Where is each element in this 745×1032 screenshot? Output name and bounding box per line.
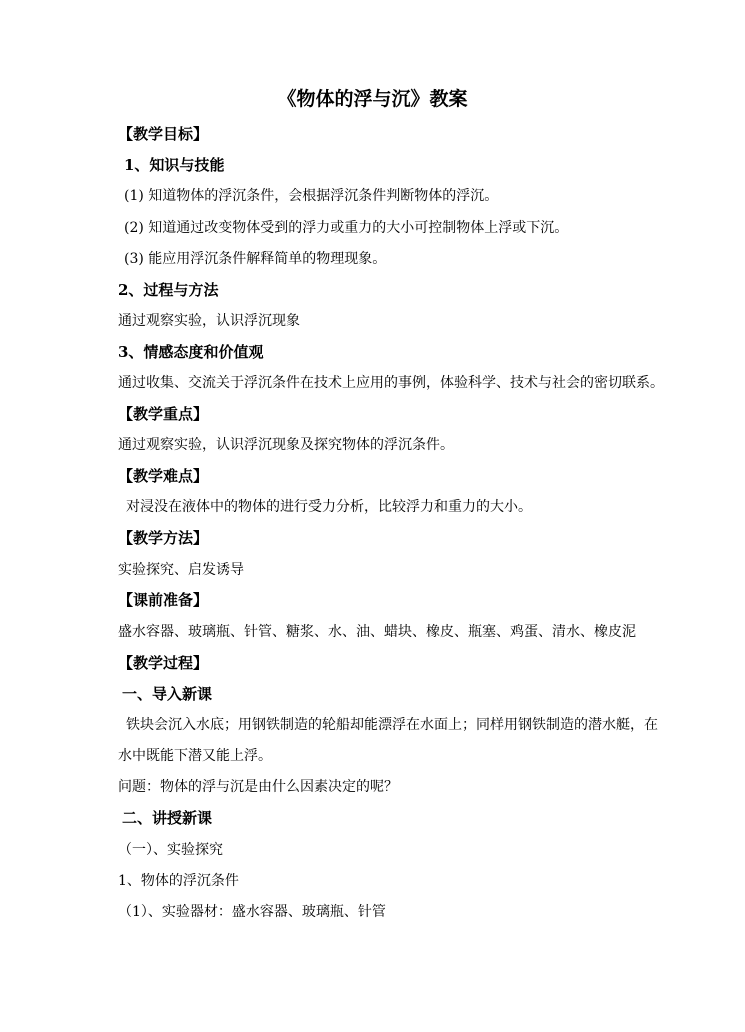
paragraph-line: 实验探究、启发诱导 [118, 562, 244, 578]
paragraph-line: 通过观察实验，认识浮沉现象 [118, 313, 300, 329]
section-heading-methods: 【教学方法】 [118, 529, 209, 547]
paragraph-line: (2) 知道通过改变物体受到的浮力或重力的大小可控制物体上浮或下沉。 [124, 220, 569, 236]
subheading-new-lesson: 二、讲授新课 [122, 809, 213, 827]
section-heading-preparation: 【课前准备】 [118, 591, 209, 609]
paragraph-line: 盛水容器、玻璃瓶、针管、糖浆、水、油、蜡块、橡皮、瓶塞、鸡蛋、清水、橡皮泥 [118, 624, 636, 640]
section-heading-process: 【教学过程】 [118, 654, 209, 672]
section-heading-key-points: 【教学重点】 [118, 405, 209, 423]
paragraph-line: 问题：物体的浮与沉是由什么因素决定的呢？ [118, 779, 398, 795]
paragraph-line: 1、物体的浮沉条件 [118, 873, 239, 889]
paragraph-line: （1）、实验器材：盛水容器、玻璃瓶、针管 [118, 904, 386, 920]
paragraph-line: 对浸没在液体中的物体的进行受力分析，比较浮力和重力的大小。 [126, 499, 532, 515]
paragraph-line: 水中既能下潜又能上浮。 [118, 748, 272, 764]
paragraph-line: 通过观察实验，认识浮沉现象及探究物体的浮沉条件。 [118, 437, 454, 453]
document-title: 《物体的浮与沉》教案 [277, 88, 468, 110]
paragraph-line: 铁块会沉入水底；用钢铁制造的轮船却能漂浮在水面上；同样用钢铁制造的潜水艇，在 [126, 717, 658, 733]
paragraph-line: (3) 能应用浮沉条件解释简单的物理现象。 [124, 251, 387, 267]
subheading-introduction: 一、导入新课 [122, 685, 213, 703]
paragraph-line: 通过收集、交流关于浮沉条件在技术上应用的事例，体验科学、技术与社会的密切联系。 [118, 375, 664, 391]
paragraph-line: (1) 知道物体的浮沉条件，会根据浮沉条件判断物体的浮沉。 [124, 188, 499, 204]
subheading-attitudes-values: 3、情感态度和价值观 [118, 343, 264, 361]
section-heading-difficulties: 【教学难点】 [118, 467, 209, 485]
subheading-knowledge-skills: 1、知识与技能 [124, 156, 225, 174]
section-heading-objectives: 【教学目标】 [118, 125, 209, 143]
paragraph-line: （一）、实验探究 [118, 842, 223, 858]
subheading-process-methods: 2、过程与方法 [118, 281, 219, 299]
